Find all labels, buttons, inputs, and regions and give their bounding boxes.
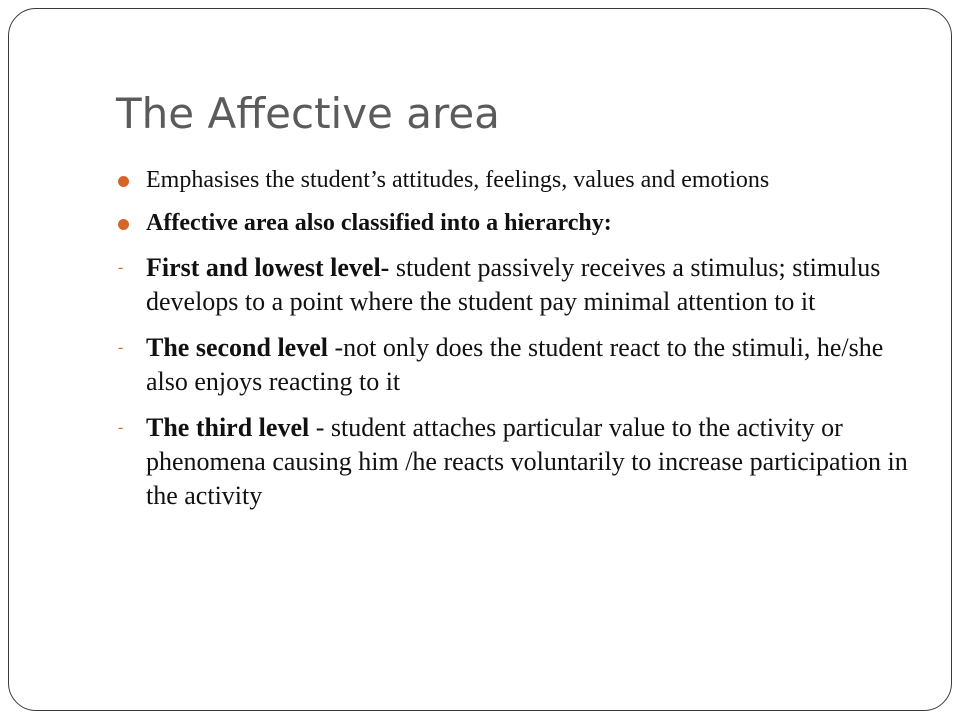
list-item-text bbox=[146, 251, 916, 319]
list-item bbox=[116, 208, 916, 239]
dash-marker: - bbox=[118, 259, 124, 276]
bullet-dot-icon bbox=[118, 176, 129, 187]
list-item-bold-text: First and lowest level- bbox=[146, 253, 390, 282]
list-item bbox=[116, 331, 916, 399]
list-item-body-text: - student attaches particular value to the activity or phenomena causing him /he reacts voluntarily to increase participation in the activity bbox=[146, 413, 908, 510]
list-item-bold-text: Affective area also classified into a hierarchy: bbox=[146, 210, 612, 236]
list-item-text bbox=[146, 331, 916, 399]
dash-marker: - bbox=[118, 339, 124, 356]
list-item-text bbox=[146, 411, 916, 513]
slide-frame bbox=[8, 8, 952, 711]
list-item-body-text: Emphasises the student’s attitudes, feelings, values and emotions bbox=[146, 167, 770, 193]
list-item bbox=[116, 165, 916, 196]
list-item bbox=[116, 251, 916, 319]
list-item-body-text: student passively receives a stimulus; stimulus develops to a point where the student pay minimal attention to it bbox=[146, 253, 881, 316]
list-item-bold-text: The second level bbox=[146, 333, 328, 362]
slide-title: The Affective area bbox=[116, 89, 500, 138]
bullet-list bbox=[116, 165, 916, 525]
list-item-text bbox=[146, 165, 916, 196]
list-item-bold-text: The third level bbox=[146, 413, 310, 442]
list-item bbox=[116, 411, 916, 513]
dash-marker: - bbox=[118, 419, 124, 436]
list-item-text bbox=[146, 208, 916, 239]
list-item-body-text: -not only does the student react to the stimuli, he/she also enjoys reacting to it bbox=[146, 333, 884, 396]
bullet-dot-icon bbox=[118, 219, 129, 230]
